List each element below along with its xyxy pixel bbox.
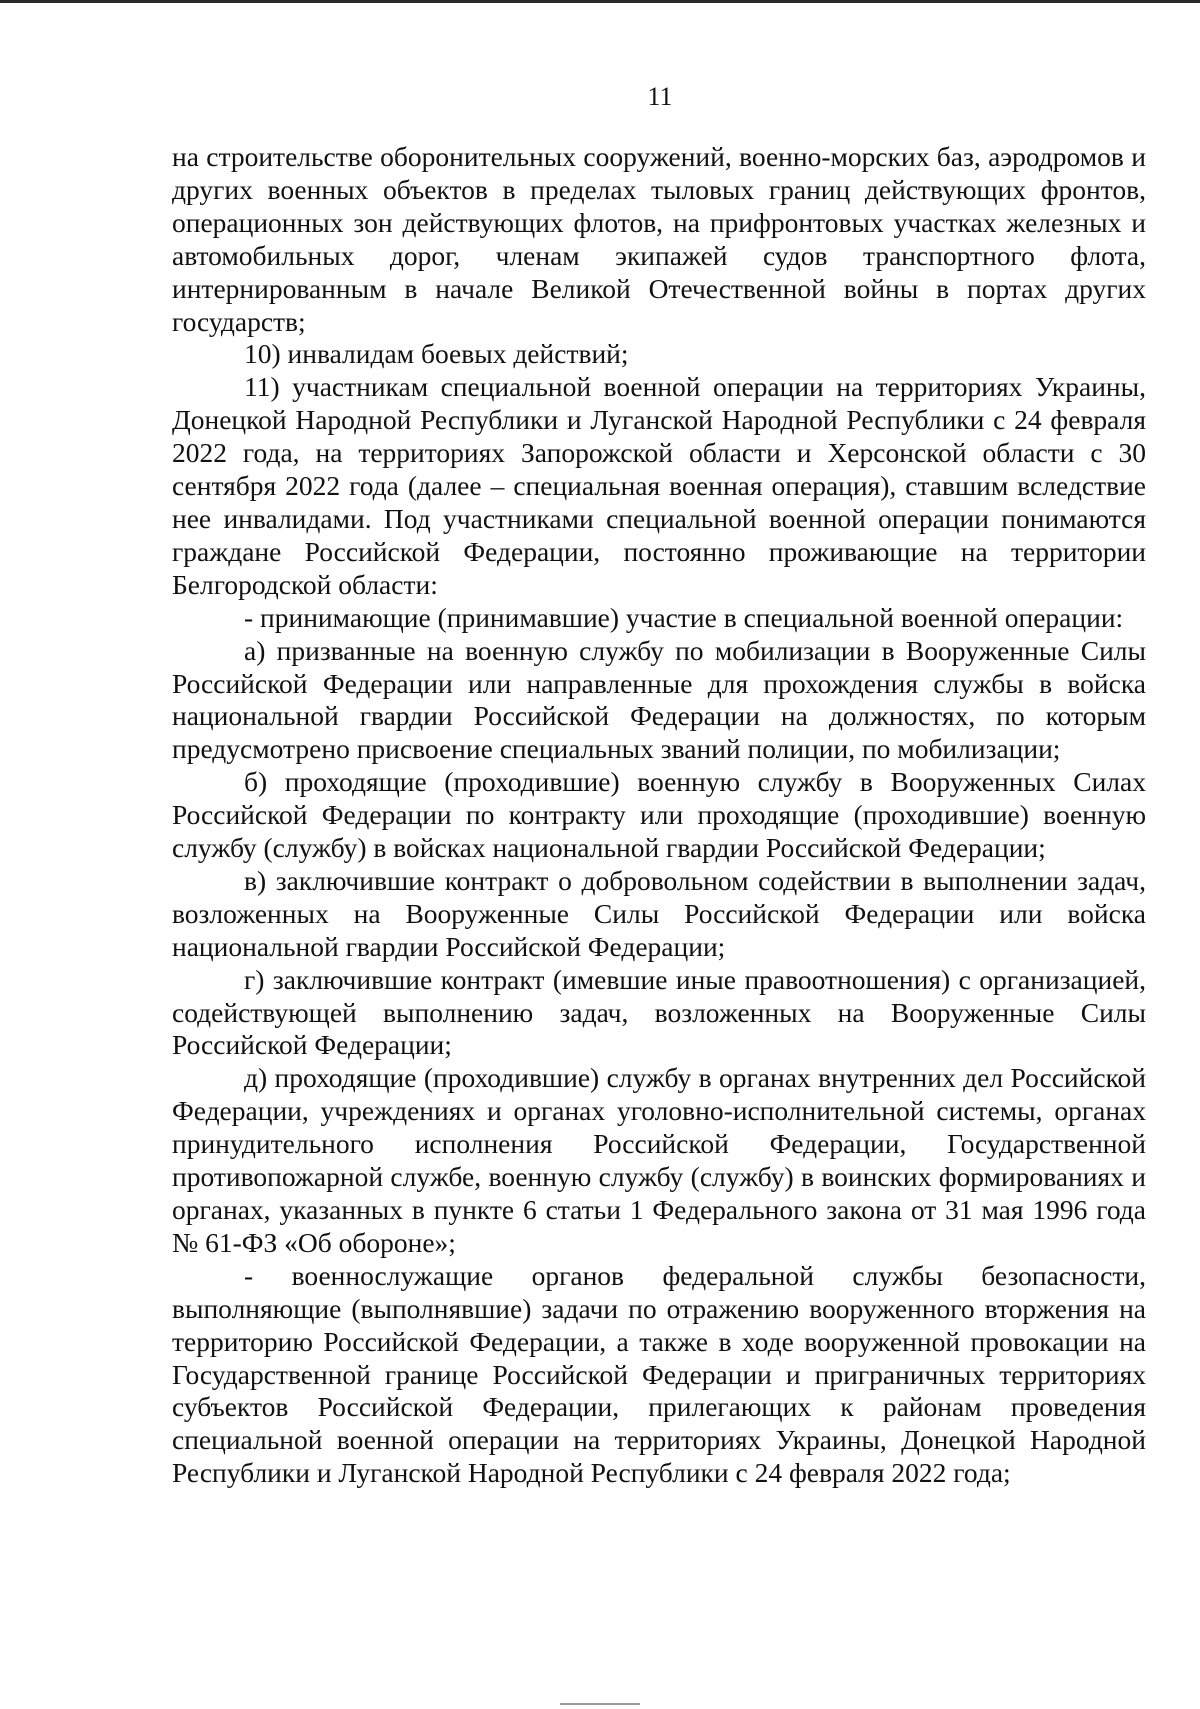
paragraph-item-10: 10) инвалидам боевых действий; (244, 338, 629, 370)
paragraph-item-11: 11) участникам специальной военной операции на территориях Украины, Донецкой Народной Республики и Луганской Народной Республики с 24 февраля 2022 года, на территориях Запорожской области и Херсонской области с 30 сентября 2022 года (далее – специальная военная операция), ставшим вследствие нее инвалидами. Под участниками специальной военной операции понимаются граждане Российской Федерации, постоянно проживающие на территории Белгородской области: (172, 371, 1146, 600)
paragraph-subitem-b: б) проходящие (проходившие) военную службу в Вооруженных Силах Российской Федерации по контракту или проходящие (проходившие) военную службу (службу) в войсках национальной гвардии Российской Федерации; (172, 766, 1146, 864)
paragraph-subitem-d: д) проходящие (проходившие) службу в органах внутренних дел Российской Федерации, учреждениях и органах уголовно-исполнительной системы, органах принудительного исполнения Российской Федерации, Государственной противопожарной службе, военную службу (службу) в воинских формированиях и органах, указанных в пункте 6 статьи 1 Федерального закона от 31 мая 1996 года № 61-ФЗ «Об обороне»; (172, 1062, 1146, 1258)
document-body (172, 141, 1146, 1490)
paragraph-subitem-a: а) призванные на военную службу по мобилизации в Вооруженные Силы Российской Федерации или направленные для прохождения службы в войска национальной гвардии Российской Федерации на должностях, по которым предусмотрено присвоение специальных званий полиции, по мобилизации; (172, 634, 1146, 765)
paragraph-continuation: на строительстве оборонительных сооружений, военно-морских баз, аэродромов и других военных объектов в пределах тыловых границ действующих фронтов, операционных зон действующих флотов, на прифронтовых участках железных и автомобильных дорог, членам экипажей судов транспортного флота, интернированным в начале Великой Отечественной войны в портах других государств; (172, 141, 1146, 337)
scan-edge-bottom (560, 1703, 640, 1705)
paragraph-subitem-g: г) заключившие контракт (имевшие иные правоотношения) с организацией, содействующей выполнению задач, возложенных на Вооруженные Силы Российской Федерации; (172, 963, 1146, 1061)
page-number: 11 (647, 82, 673, 111)
paragraph-dash-fsb: - военнослужащие органов федеральной службы безопасности, выполняющие (выполнявшие) задачи по отражению вооруженного вторжения на территорию Российской Федерации, а также в ходе вооруженной провокации на Государственной границе Российской Федерации и приграничных территориях субъектов Российской Федерации, прилегающих к районам проведения специальной военной операции на территориях Украины, Донецкой Народной Республики и Луганской Народной Республики с 24 февраля 2022 года; (172, 1259, 1146, 1489)
scan-edge-top (0, 0, 1200, 3)
paragraph-subitem-v: в) заключившие контракт о добровольном содействии в выполнении задач, возложенных на Вооруженные Силы Российской Федерации или войска национальной гвардии Российской Федерации; (172, 864, 1146, 962)
paragraph-dash-participants: - принимающие (принимавшие) участие в специальной военной операции: (244, 601, 1124, 633)
